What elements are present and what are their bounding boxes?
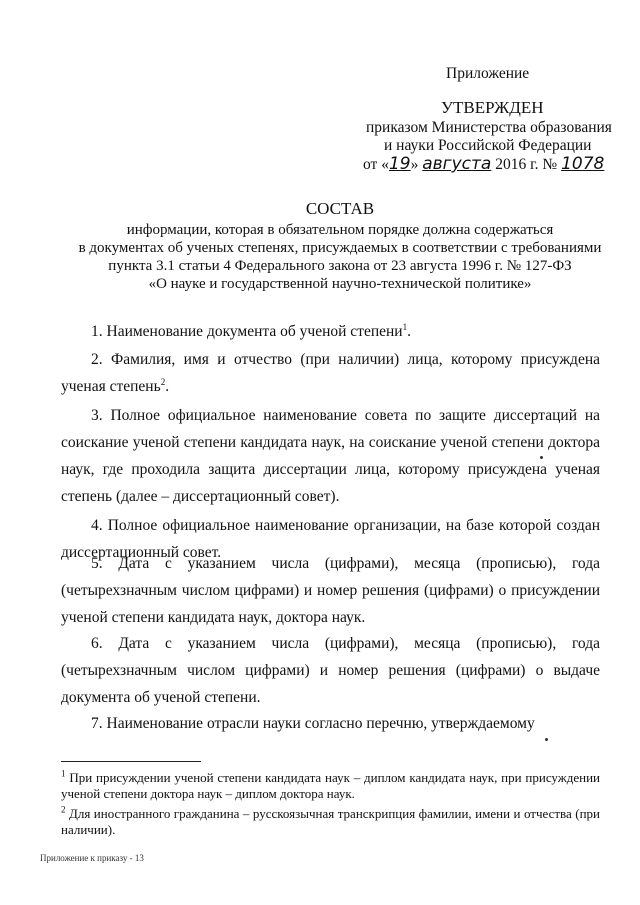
year-and-number-label: 2016 г. № [491, 156, 558, 173]
footnote-1: $^1$ При присуждении ученой степени кандидата наук – диплом кандидата наук, при присуждении ученой степени доктора наук – диплом доктора наук. [61, 768, 600, 801]
list-item: 2. Фамилия, имя и отчество (при наличии) лица, которому присуждена ученая степень$^2$. [61, 351, 600, 395]
list-item: 5. Дата с указанием числа (цифрами), месяца (прописью), года (четырехзначным числом цифрами) и номер решения (цифрами) о присуждении ученой степени кандидата наук, доктора наук. [61, 555, 600, 626]
list-item: 7. Наименование отрасли науки согласно перечню, утверждаемому [91, 715, 535, 732]
title-line-2: в документах об ученых степенях, присуждаемых в соответствии с требованиями [78, 240, 602, 256]
handwritten-order-number: 1078 [561, 154, 605, 174]
document-title: СОСТАВ [305, 199, 375, 218]
list-item: 3. Полное официальное наименование совета по защите диссертаций на соискание ученой степени кандидата наук, на соискание ученой степени доктора наук, где проходила защита диссертации лица, которому присуждена ученая степень (далее – диссертационный совет). [61, 407, 600, 505]
handwritten-day: 19 [388, 154, 411, 174]
page-footer: Приложение к приказу - 13 [40, 853, 144, 863]
scan-speck [545, 738, 548, 741]
list-item: 4. Полное официальное наименование организации, на базе которой создан диссертационный совет. [61, 517, 600, 561]
approval-line-2: и науки Российской Федерации [384, 137, 592, 154]
approved-label: УТВЕРЖДЕН [441, 98, 544, 117]
footnote-divider [61, 761, 201, 762]
date-prefix: от « [363, 156, 389, 173]
list-item: 6. Дата с указанием числа (цифрами), месяца (прописью), года (четырехзначным числом цифрами) и номер решения (цифрами) о выдаче документа об ученой степени. [61, 635, 600, 706]
list-item: 1. Наименование документа об ученой степени$^1$. [91, 321, 411, 340]
approval-line-1: приказом Министерства образования [366, 119, 612, 136]
footnote-2: $^2$ Для иностранного гражданина – русскоязычная транскрипция фамилии, имени и отчества (при наличии). [61, 804, 600, 837]
appendix-label: Приложение [446, 65, 530, 82]
scan-speck [540, 456, 543, 459]
title-line-1: информации, которая в обязательном порядке должна содержаться [126, 222, 554, 238]
title-line-4: «О науке и государственной научно-технической политике» [148, 276, 532, 292]
date-mid: » [410, 156, 423, 173]
handwritten-month: августа [422, 154, 492, 174]
title-line-3: пункта 3.1 статьи 4 Федерального закона от 23 августа 1996 г. № 127-ФЗ [108, 258, 572, 274]
approval-date-line [363, 154, 604, 175]
